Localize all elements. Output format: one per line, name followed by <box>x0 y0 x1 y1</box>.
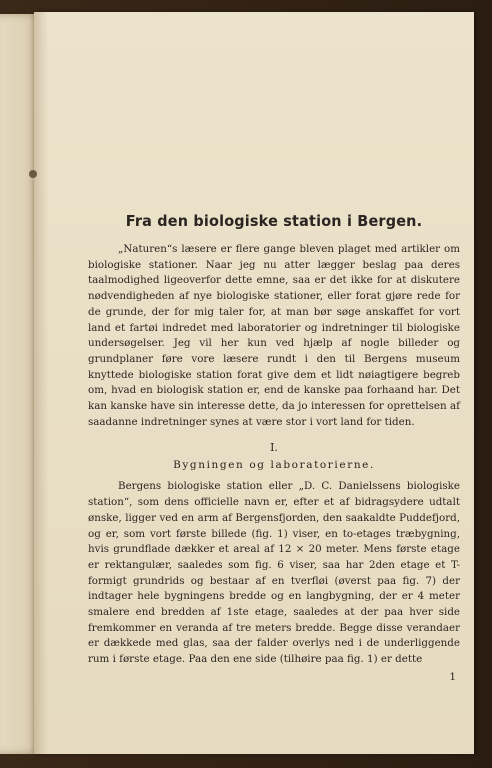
binding-thread-mark <box>29 170 37 178</box>
body-paragraph: Bergens biologiske station eller „D. C. Danielssens biologiske station“, som dens officielle navn er, efter et af bidragsydere udtalt ønske, ligger ved en arm af Bergensfjorden, den saakaldte Puddefjord, og er, som vort første billede (fig. 1) viser, en to-etages træbygning, hvis grundflade dækker et areal af 12 × 20 meter. Mens første etage er rektangulær, saaledes som fig. 6 viser, saa har 2den etage et T-formigt grundrids og bestaar af en tverfløi (øverst paa fig. 7) der indtager hele bygningens bredde og en langbygning, der er 4 meter smalere end bredden af 1ste etage, saaledes at der paa hver side fremkommer en veranda af tre meters bredde. Begge disse verandaer er dækkede med glas, saa der falder overlys ned i de underliggende rum i første etage. Paa den ene side (tilhøire paa fig. 1) er dette <box>88 480 460 666</box>
page-number: 1 <box>449 670 456 683</box>
article-title: Fra den biologiske station i Bergen. <box>125 212 423 230</box>
book-page <box>34 12 474 754</box>
section-number: I. <box>270 441 278 455</box>
page-content <box>88 212 460 683</box>
section-heading: Bygningen og laboratorierne. <box>173 459 375 472</box>
intro-paragraph: „Naturen“s læsere er flere gange bleven plaget med artikler om biologiske stationer. Naar jeg nu atter lægger beslag paa deres taalmodighed ligeoverfor dette emne, saa er det ikke for at diskutere nødvendigheden af nye biologiske stationer, eller forat gjøre rede for de grunde, der for mig taler for, at man bør søge anskaffet for vort land et fartøi indredet med laboratorier og indretninger til biologiske undersøgelser. Jeg vil her kun ved hjælp af nogle billeder og grundplaner føre vore læsere rundt i den til Bergens museum knyttede biologiske station forat give dem et lidt nøiagtigere begreb om, hvad en biologisk station er, end de kanske paa forhaand har. Det kan kanske have sin interesse dette, da jo interessen for oprettelsen af saadanne indretninger synes at være stor i vort land for tiden. <box>88 243 460 428</box>
